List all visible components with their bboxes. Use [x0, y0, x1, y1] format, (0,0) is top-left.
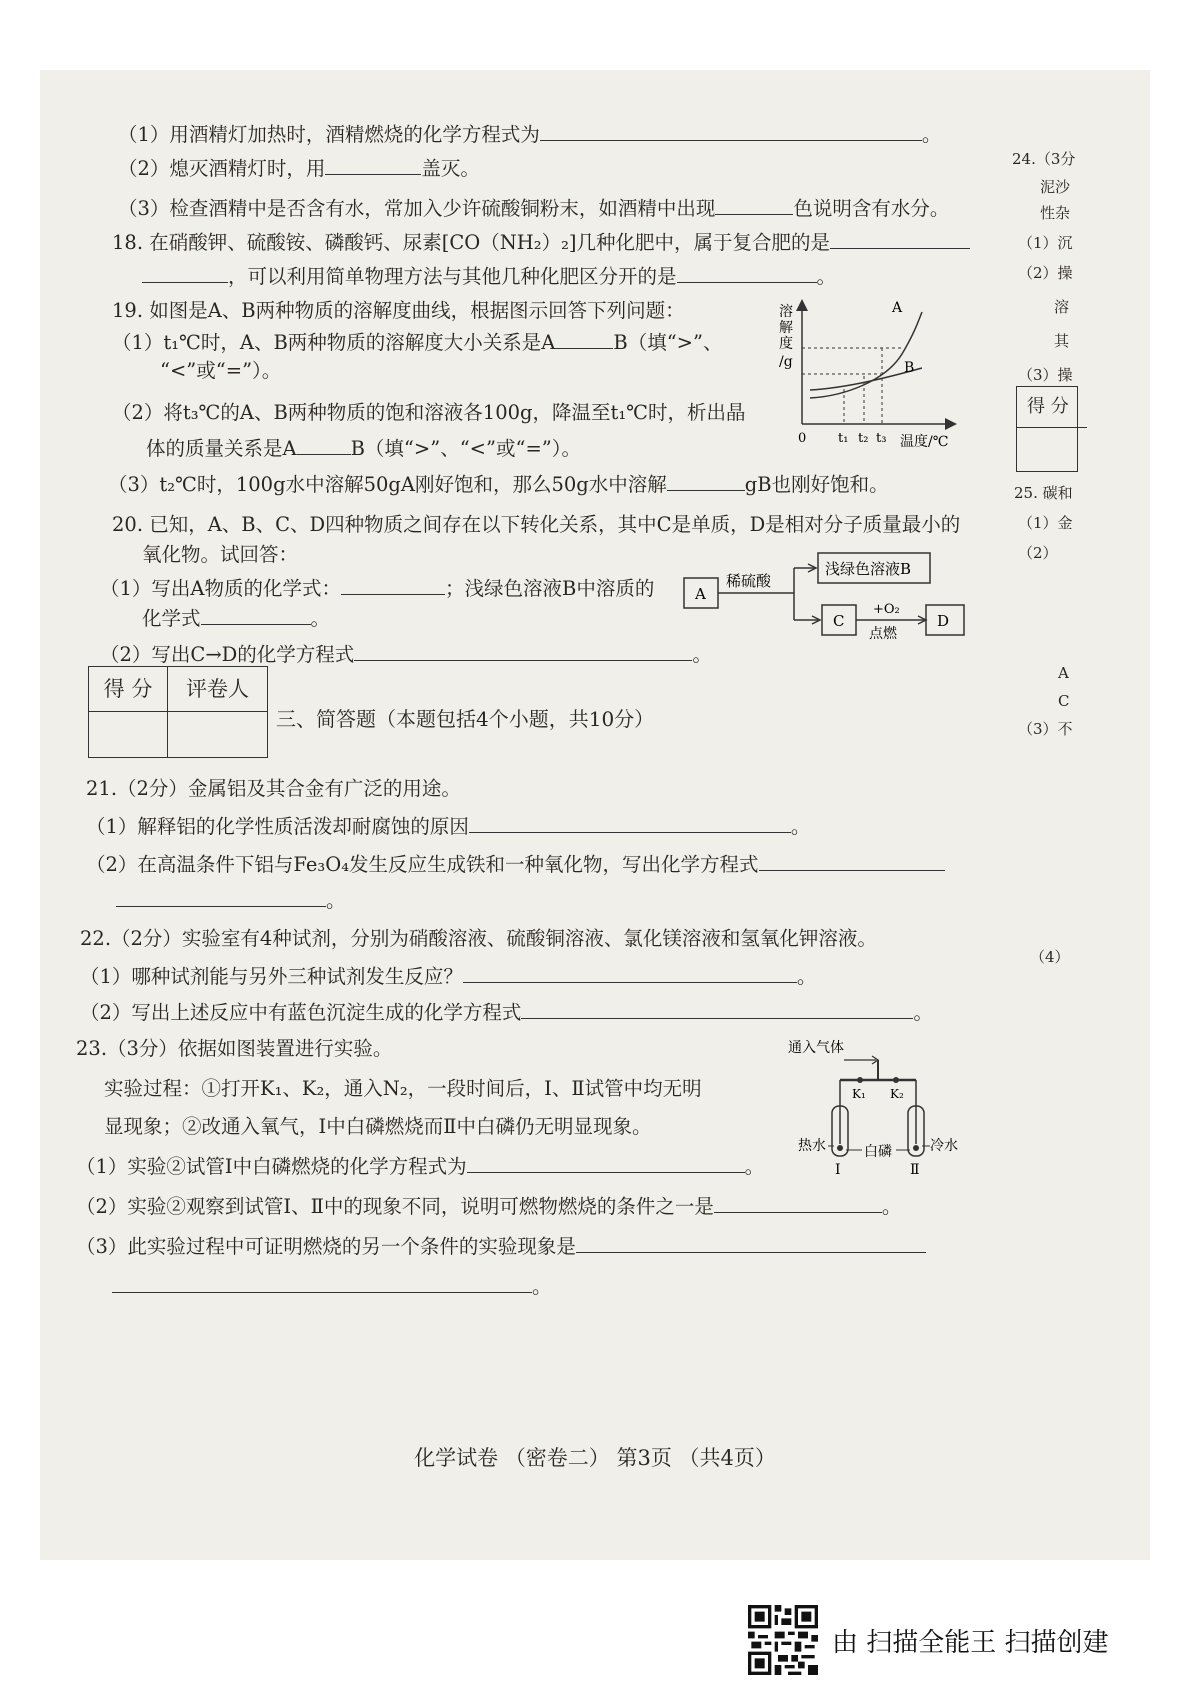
page-footer: 化学试卷 （密卷二） 第3页 （共4页） [414, 1446, 776, 1470]
origin-label: 0 [798, 431, 807, 446]
q20-line2: 氧化物。试回答： [142, 543, 299, 566]
q21-stem: 21.（2分）金属铝及其合金有广泛的用途。 [86, 777, 461, 800]
edge-score-box [1016, 386, 1078, 472]
tube-2-label: Ⅱ [910, 1162, 920, 1178]
q21-part2-cont: 。 [116, 886, 346, 914]
q19-part2: （2）将t₃℃的A、B两种物质的饱和溶液各100g，降温至t₁℃时，析出晶 [112, 401, 746, 424]
tick-t3: t₃ [876, 431, 887, 446]
o2-label: +O₂ [873, 602, 900, 617]
scanner-watermark [748, 1600, 1109, 1680]
ylabel-2: 解 [779, 320, 793, 336]
q20-line1: 20. 已知，A、B、C、D四种物质之间存在以下转化关系，其中C是单质，D是相对分子质量最小的 [112, 513, 961, 536]
q19-part1-cont: “<”或“=”）。 [160, 359, 282, 382]
box-a-label: A [695, 585, 706, 603]
box-b-label: 浅绿色溶液B [825, 560, 912, 578]
tick-t2: t₂ [858, 431, 869, 446]
k2-label: K₂ [890, 1087, 904, 1101]
q20-part1: （1）写出A物质的化学式： ；浅绿色溶液B中溶质的 [100, 574, 654, 602]
q23-part1: （1）实验②试管Ⅰ中白磷燃烧的化学方程式为 。 [76, 1152, 764, 1180]
curve-b-label: B [904, 360, 915, 376]
scanner-text: 由 扫描全能王 扫描创建 [832, 1627, 1109, 1658]
q17-part1: （1）用酒精灯加热时，酒精燃烧的化学方程式为 。 [118, 120, 941, 148]
q23-part3-cont: 。 [112, 1272, 552, 1300]
edge-q24-c: 性杂 [1040, 204, 1071, 222]
cond-label: 点燃 [869, 626, 897, 642]
q20-part1-cont: 化学式 。 [142, 604, 330, 632]
edge-q25-4: （4） [1030, 948, 1070, 966]
edge-q24-2: （2）操 [1018, 264, 1073, 282]
grader-cell[interactable] [168, 712, 267, 757]
edge-q24-3: （3）操 [1018, 366, 1073, 384]
gas-label: 通入气体 [788, 1040, 844, 1056]
phosphorus-label: 白磷 [864, 1144, 892, 1160]
q23-process-1: 实验过程：①打开K₁、K₂，通入N₂，一段时间后，Ⅰ、Ⅱ试管中均无明 [104, 1077, 702, 1100]
q23-part2: （2）实验②观察到试管Ⅰ、Ⅱ中的现象不同，说明可燃物燃烧的条件之一是 。 [76, 1192, 901, 1220]
q17-part3: （3）检查酒精中是否含有水，常加入少许硫酸铜粉末，如酒精中出现 色说明含有水分。 [118, 194, 949, 222]
edge-q25: 25. 碳和 [1014, 484, 1073, 502]
q18-line1: 18. 在硝酸钾、硫酸铵、磷酸钙、尿素[CO（NH₂）₂]几种化肥中，属于复合肥的是 [112, 228, 970, 256]
edge-q24-2c: 其 [1054, 332, 1070, 350]
q22-part2: （2）写出上述反应中有蓝色沉淀生成的化学方程式 。 [80, 998, 933, 1026]
q23-process-2: 显现象；②改通入氧气，Ⅰ中白磷燃烧而Ⅱ中白磷仍无明显现象。 [104, 1115, 652, 1138]
ylabel-1: 溶 [779, 304, 793, 320]
q23-stem: 23.（3分）依据如图装置进行实验。 [76, 1037, 393, 1060]
edge-q25-y: C [1058, 692, 1070, 710]
edge-q25-2: （2） [1018, 544, 1058, 562]
q17-part2: （2）熄灭酒精灯时，用 盖灭。 [118, 154, 480, 182]
q23-part3: （3）此实验过程中可证明燃烧的另一个条件的实验现象是 [76, 1232, 926, 1260]
solubility-graph [776, 296, 972, 452]
grader-header: 评卷人 [168, 667, 267, 712]
section3-title: 三、简答题（本题包括4个小题，共10分） [276, 707, 655, 731]
score-header: 得 分 [89, 667, 168, 712]
cold-water-label: 冷水 [930, 1138, 958, 1154]
conversion-diagram [682, 550, 972, 646]
q22-stem: 22.（2分）实验室有4种试剂，分别为硝酸溶液、硫酸铜溶液、氯化镁溶液和氢氧化钾溶液。 [80, 927, 877, 950]
tube-1-label: Ⅰ [835, 1162, 841, 1178]
edge-q24-2b: 溶 [1054, 298, 1070, 316]
edge-q25-1: （1）金 [1018, 514, 1073, 532]
q19-part1: （1）t₁℃时，A、B两种物质的溶解度大小关系是A B（填“>”、 [112, 328, 722, 356]
q21-part1: （1）解释铝的化学性质活泼却耐腐蚀的原因 。 [86, 812, 810, 840]
q18-line2: ，可以利用简单物理方法与其他几种化肥区分开的是 。 [142, 262, 836, 290]
box-c-label: C [833, 612, 845, 630]
curve-a [810, 312, 922, 398]
q19-part3: （3）t₂℃时，100g水中溶解50gA刚好饱和，那么50g水中溶解 gB也刚好饱和。 [108, 470, 889, 498]
edge-q24-b: 泥沙 [1040, 178, 1071, 196]
edge-q25-3: （3）不 [1018, 720, 1073, 738]
xlabel: 温度/℃ [900, 434, 949, 450]
qr-code-icon [748, 1605, 818, 1675]
ylabel-3: 度 [779, 336, 793, 352]
score-cell[interactable] [89, 712, 168, 757]
edge-q24-a: 24.（3分 [1012, 150, 1076, 168]
q22-part1: （1）哪种试剂能与另外三种试剂发生反应？ 。 [80, 962, 816, 990]
reagent-label: 稀硫酸 [726, 572, 772, 590]
q19-stem: 19. 如图是A、B两种物质的溶解度曲线，根据图示回答下列问题： [112, 299, 685, 322]
tick-t1: t₁ [838, 431, 849, 446]
k1-label: K₁ [852, 1087, 866, 1101]
q21-part2: （2）在高温条件下铝与Fe₃O₄发生反应生成铁和一种氧化物，写出化学方程式 [86, 850, 945, 878]
combustion-apparatus [788, 1036, 974, 1178]
q20-part2: （2）写出C→D的化学方程式 。 [100, 640, 712, 668]
box-d-label: D [937, 612, 950, 630]
curve-a-label: A [892, 300, 903, 316]
edge-score-label: 得 分 [1017, 387, 1087, 428]
score-table [88, 666, 268, 758]
q19-part2-cont: 体的质量关系是A B（填“>”、“<”或“=”）。 [146, 434, 581, 462]
ylabel-4: /g [779, 354, 793, 370]
hot-water-label: 热水 [798, 1138, 826, 1154]
edge-q24-1: （1）沉 [1018, 234, 1073, 252]
edge-q25-x: A [1058, 664, 1069, 682]
